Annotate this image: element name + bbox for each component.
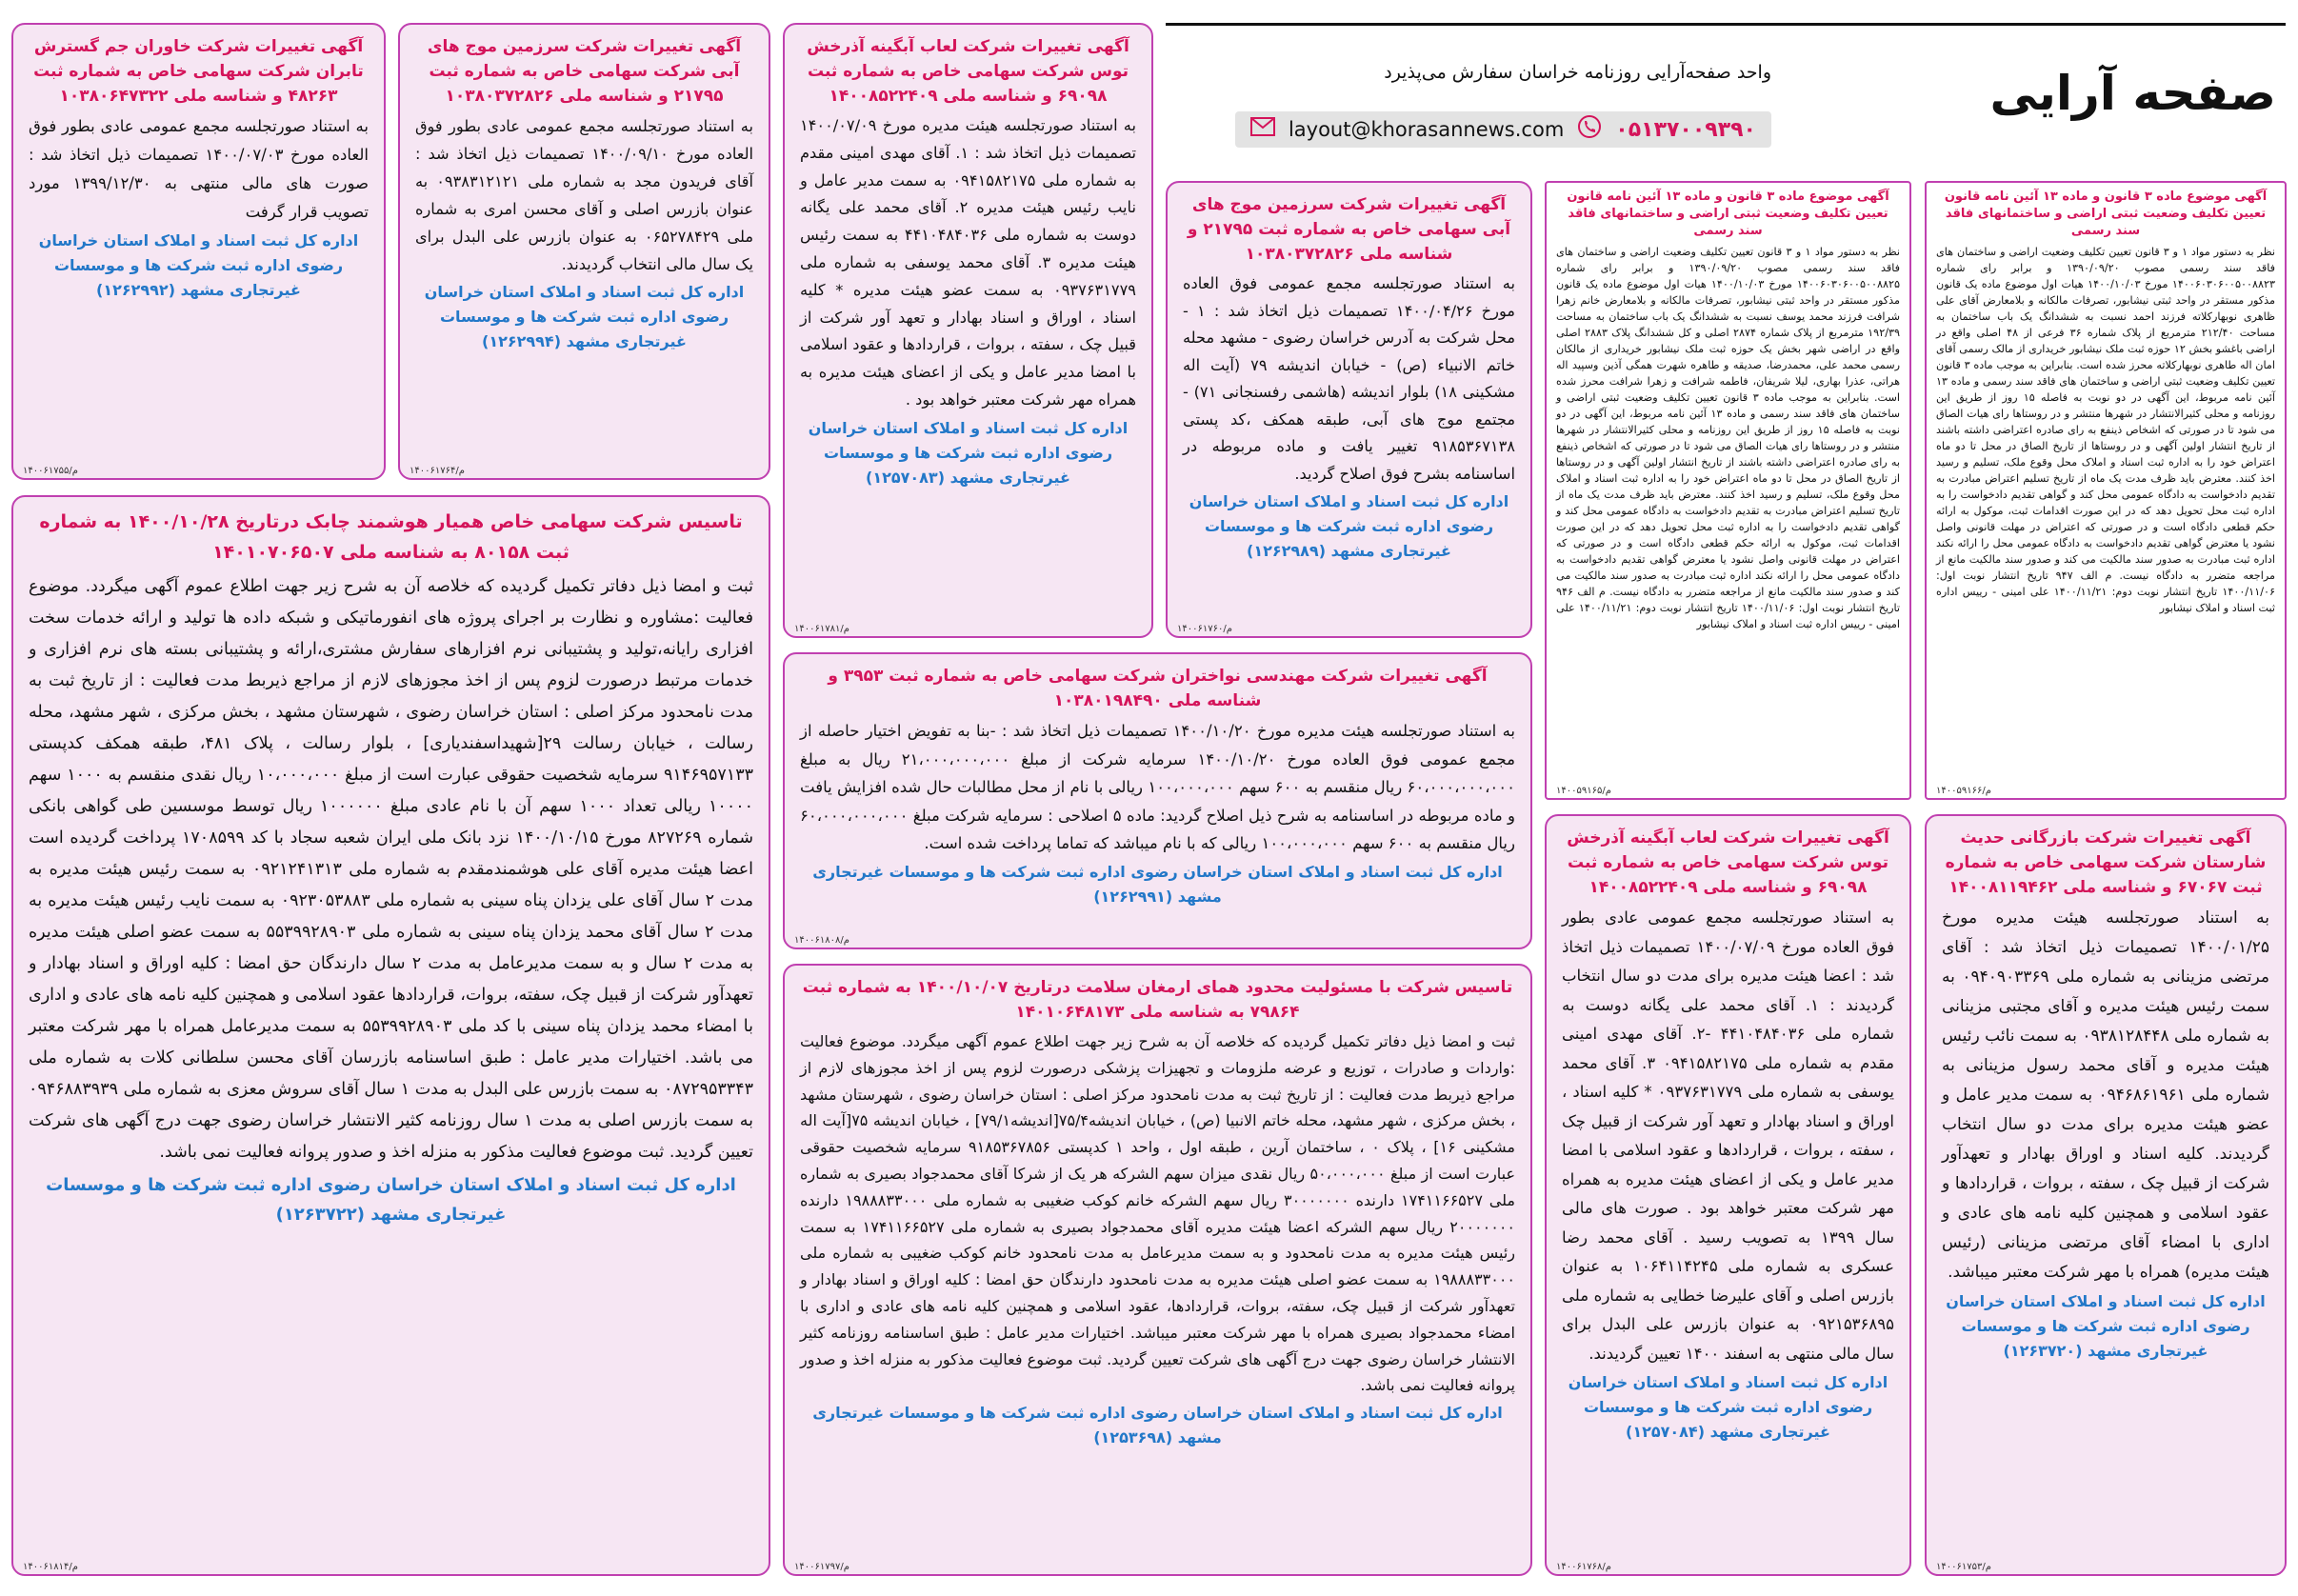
ad-khavaran-jam [11, 23, 386, 480]
ad-signature: اداره کل ثبت اسناد و املاک استان خراسان رضوی اداره ثبت شرکت ها و موسسات غیرتجاری مشهد (۱۲۶۲۹۸۹) [1189, 492, 1509, 560]
ad-body: ثبت و امضا ذیل دفاتر تکمیل گردیده که خلاصه آن به شرح زیر جهت اطلاع عموم آگهی میگردد. موضوع فعالیت :مشاوره و نظارت بر اجرای پروژه های انفورماتیکی و شبکه داده ها تولید و ارائه خدمات سخت افزاری رایانه،تولید و پشتیبانی نرم افزارهای سفارش مشتری،ارائه و پشتیبانی بسته های نرم افزاری و خدمات مرتبط درصورت لزوم پس از اخذ مجوزهای لازم از مراجع ذیربط مدت فعالیت : از تاریخ ثبت به مدت نامحدود مرکز اصلی : استان خراسان رضوی ، شهرستان مشهد ، بخش مرکزی ، شهر مشهد، محله رسالت ، خیابان رسالت ۲۹[شهیداسفندیاری] ، بلوار رسالت ، پلاک ۴۸۱، طبقه همکف کدپستی ۹۱۴۶۹۵۷۱۳۳ سرمایه شخصیت حقوقی عبارت است از مبلغ ۱۰،۰۰۰،۰۰۰ ریال نقدی منقسم به ۱۰۰۰ سهم ۱۰۰۰۰ ریالی تعداد ۱۰۰۰ سهم آن با نام عادی مبلغ ۱۰۰۰۰۰۰ ریال توسط موسسین طی گواهی بانکی شماره ۸۲۷۲۶۹ مورخ ۱۴۰۰/۱۰/۱۵ نزد بانک ملی ایران شعبه سجاد با کد ۱۷۰۸۵۹۹ پرداخت گردیده است اعضا هیئت مدیره آقای علی هوشمندمقدم به شماره ملی ۰۹۲۱۲۴۱۳۱۳ به سمت رئیس هیئت مدیره به مدت ۲ سال آقای علی یزدان پناه سینی به شماره ملی ۰۹۲۳۰۵۳۸۸۳ به سمت نایب رئیس هیئت مدیره به مدت ۲ سال آقای محمد یزدان پناه سینی به شماره ملی ۵۵۳۹۹۲۸۹۰۳ به سمت عضو اصلی هیئت مدیره به مدت ۲ سال و به سمت مدیرعامل به مدت ۲ سال دارندگان حق امضا : کلیه اوراق و اسناد بهادار و تعهدآور شرکت از قبیل چک، سفته، بروات، قراردادها عقود اسلامی و همچنین کلیه نامه های عادی و اداری با امضاء محمد یزدان پناه سینی با کد ملی ۵۵۳۹۹۲۸۹۰۳ به سمت مدیرعامل همراه با مهر شرکت معتبر می باشد. اختیارات مدیر عامل : طبق اساسنامه بازرسان آقای محسن سلطانی کلات به شماره ملی ۰۸۷۲۹۵۳۳۴۳ به سمت بازرس علی البدل به مدت ۱ سال آقای سروش معزی به شماره ملی ۰۹۴۶۸۸۳۹۳۹ به سمت بازرس اصلی به مدت ۱ سال روزنامه کثیر الانتشار خراسان رضوی جهت درج آگهی های شرکت تعیین گردید. ثبت موضوع فعالیت مذکور به منزله اخذ و صدور پروانه فعالیت نمی باشد. [29, 577, 754, 1162]
ad-land-title-2 [1925, 181, 2287, 800]
ad-title: آگهی تغییرات شرکت خاوران جم گسترش تابران شرکت سهامی خاص به شماره ثبت ۴۸۲۶۳ و شناسه ملی ۱۰۳۸۰۶۴۷۳۲۲ [33, 37, 364, 106]
ad-code: ۱۴۰۰۶۱۷۶۴/م [410, 466, 465, 476]
page-title: صفحه آرایی [1989, 66, 2276, 121]
ad-signature: اداره کل ثبت اسناد و املاک استان خراسان رضوی اداره ثبت شرکت ها و موسسات غیرتجاری مشهد (۱۲۵۳۶۹۸) [812, 1404, 1503, 1447]
ad-hamyar-hooshmand [11, 495, 770, 1576]
ad-code: ۱۴۰۰۶۱۸۰۸/م [794, 935, 849, 946]
ad-title: آگهی تغییرات شرکت بازرگانی حدیث شارستان شرکت سهامی خاص به شماره ثبت ۶۷۰۶۷ و شناسه ملی ۱۴۰۰۸۱۱۹۴۶۲ [1945, 828, 2267, 897]
ad-title: تاسیس شرکت با مسئولیت محدود همای ارمغان سلامت درتاریخ ۱۴۰۰/۱۰/۰۷ به شماره ثبت ۷۹۸۶۴ به شناسه ملی ۱۴۰۱۰۶۴۸۱۷۳ [802, 978, 1513, 1022]
contact-phone[interactable]: ۰۵۱۳۷۰۰۹۳۹۰ [1615, 117, 1756, 142]
ad-signature: اداره کل ثبت اسناد و املاک استان خراسان رضوی اداره ثبت شرکت ها و موسسات غیرتجاری مشهد (۱۲۶۲۹۹۱) [812, 862, 1503, 906]
contact-bar [1235, 111, 1771, 148]
ad-signature: اداره کل ثبت اسناد و املاک استان خراسان رضوی اداره ثبت شرکت ها و موسسات غیرتجاری مشهد (۱۲۶۲۹۹۲) [38, 231, 359, 299]
ad-body: نظر به دستور مواد ۱ و ۳ قانون تعیین تکلیف وضعیت اراضی و ساختمان های فاقد سند رسمی مصوب ۱۳۹۰/۰۹/۲۰ و برابر رای شماره ۱۴۰۰۶۰۳۰۶۰۰۵۰۰۸۸۲۳ مورخ ۱۴۰۰/۱۰/۰۳ هیات اول موضوع ماده یک قانون مذکور مستقر در واحد ثبتی نیشابور، تصرفات مالکانه و بلامعارض آقای علی ظاهری نوبهارکلاته فرزند احمد نسبت به ششدانگ یک باب ساختمان به مساحت ۲۱۲/۴۰ مترمربع از پلاک شماره ۳۶ فرعی از ۴۸ اصلی واقع در اراضی باغشو بخش ۱۲ حوزه ثبت ملک نیشابور خریداری از مالک رسمی آقای امان اله طاهری نوبهارکلاته محرز شده است. بنابراین به موجب ماده ۳ قانون تعیین تکلیف وضعیت ثبتی اراضی و ساختمان های فاقد سند رسمی و ماده ۱۳ آئین نامه مربوط، این آگهی در دو نوبت به فاصله ۱۵ روز از طریق این روزنامه و محلی کثیرالانتشار در شهرها منتشر و در روستاها رای هیات الصاق می شود تا در صورتی که اشخاص ذینفع به رای صادره اعتراضی داشته باشند از تاریخ انتشار اولین آگهی و در روستاها از تاریخ الصاق در محل تا دو ماه اعتراض خود را به اداره ثبت اسناد و املاک محل وقوع ملک، تسلیم و رسید اخذ کنند. معترض باید ظرف مدت یک ماه از تاریخ تسلیم اعتراض مبادرت به تقدیم دادخواست به دادگاه عمومی محل کند و گواهی تقدیم دادخواست را به اداره ثبت محل تحویل دهد که در این صورت اقدامات ثبت، موکول به ارائه حکم قطعی دادگاه است و در صورتی که اعتراض در مهلت قانونی واصل نشود یا معترض گواهی تقدیم دادخواست به دادگاه عمومی محل را ارائه نکند اداره ثبت مبادرت به صدور سند مالکیت می کند و صدور سند مالکیت مانع از مراجعه متضرر به دادگاه نیست. م الف ۹۴۷ تاریخ انتشار نوبت اول: ۱۴۰۰/۱۱/۰۶ تاریخ انتشار نوبت دوم: ۱۴۰۰/۱۱/۲۱ علی امینی - رییس اداره ثبت اسناد و املاک نیشابور [1936, 246, 2276, 614]
ad-title: آگهی تغییرات شرکت سرزمین موج های آبی سهامی خاص به شماره ثبت ۲۱۷۹۵ و شناسه ملی ۱۰۳۸۰۳۷۲۸۲۶ [1187, 195, 1511, 264]
ad-code: ۱۴۰۰۵۹۱۶۶/م [1936, 786, 1991, 796]
ad-labab-abgineh-1 [783, 23, 1153, 638]
ad-body: به استناد صورتجلسه مجمع عمومی فوق العاده مورخ ۱۴۰۰/۰۴/۲۶ تصمیمات ذیل اتخاذ شد : ۱ - محل شرکت به آدرس خراسان رضوی - مشهد محله خاتم الانبیاء (ص) - خیابان اندیشه ۷۹ (آیت اله مشکینی ۱۸) بلوار اندیشه (هاشمی رفسنجانی ۷۱) - مجتمع موج های آبی، طبقه همکف ،کد پستی ۹۱۸۵۳۶۷۱۳۸ تغییر یافت و ماده مربوطه در اساسنامه بشرح فوق اصلاح گردید. [1183, 274, 1515, 483]
ad-sarzamin-mowj-2 [1166, 181, 1532, 638]
ad-code: ۱۴۰۰۶۱۷۹۷/م [794, 1562, 849, 1572]
ad-title: تاسیس شرکت سهامی خاص همیار هوشمند چابک درتاریخ ۱۴۰۰/۱۰/۲۸ به شماره ثبت ۸۰۱۵۸ به شناسه ملی ۱۴۰۱۰۷۰۶۵۰۷ [39, 511, 743, 563]
ad-sarzamin-mowj-1 [398, 23, 770, 480]
ad-body: به استناد صورتجلسه مجمع عمومی عادی بطور فوق العاده مورخ ۱۴۰۰/۰۷/۰۹ تصمیمات ذیل اتخاذ شد : اعضا هیئت مدیره برای مدت دو سال انتخاب گردیدند : ۱. آقای محمد علی یگانه دوست به شماره ملی ۴۴۱۰۴۸۴۰۳۶ -۲. آقای مهدی امینی مقدم به شماره ملی ۰۹۴۱۵۸۲۱۷۵ ۳. آقای محمد یوسفی به شماره ملی ۰۹۳۷۶۳۱۷۷۹ * کلیه اسناد ، اوراق و اسناد بهادار و تعهد آور شرکت از قبیل چک ، سفته ، بروات ، قراردادها و عقود اسلامی با امضا مدیر عامل و یکی از اعضای هیئت مدیره به همراه مهر شرکت معتبر خواهد بود . صورت های مالی سال ۱۳۹۹ به تصویب رسید . آقای محمد رضا عسکری به شماره ملی ۱۰۶۴۱۱۴۲۴۵ به عنوان بازرس اصلی و آقای علیرضا خطایی به شماره ملی ۰۹۲۱۵۳۶۸۹۵ به عنوان بازرس علی البدل برای سال مالی منتهی به اسفند ۱۴۰۰ تعیین گردیدند. [1562, 908, 1895, 1363]
ad-body: به استناد صورتجلسه مجمع عمومی عادی بطور فوق العاده مورخ ۱۴۰۰/۰۷/۰۳ تصمیمات ذیل اتخاذ شد : صورت های مالی منتهی به ۱۳۹۹/۱۲/۳۰ مورد تصویب قرار گرفت [29, 117, 369, 221]
ad-hadith-sharestan [1925, 814, 2287, 1576]
ad-signature: اداره کل ثبت اسناد و املاک استان خراسان رضوی اداره ثبت شرکت ها و موسسات غیرتجاری مشهد (۱۲۶۲۹۹۴) [424, 283, 745, 350]
ad-title: آگهی تغییرات شرکت سرزمین موج های آبی شرکت سهامی خاص به شماره ثبت ۲۱۷۹۵ و شناسه ملی ۱۰۳۸۰۳۷۲۸۲۶ [427, 37, 742, 106]
ad-signature: اداره کل ثبت اسناد و املاک استان خراسان رضوی اداره ثبت شرکت ها و موسسات غیرتجاری مشهد (۱۲۶۳۷۲۰) [1946, 1292, 2266, 1360]
ad-code: ۱۴۰۰۶۱۸۱۴/م [23, 1562, 78, 1572]
header-subtitle: واحد صفحه‌آرایی روزنامه خراسان سفارش می‌پذیرد [1384, 62, 1771, 83]
ad-body: به استناد صورتجلسه هیئت مدیره مورخ ۱۴۰۰/۱۰/۲۰ تصمیمات ذیل اتخاذ شد : -بنا به تفویض اختیار حاصله از مجمع عمومی فوق العاده مورخ ۱۴۰۰/۱۰/۲۰ سرمایه شرکت از مبلغ ۲۱،۰۰۰،۰۰۰،۰۰۰ ریال به مبلغ ۶۰،۰۰۰،۰۰۰،۰۰۰ ریال منقسم به ۶۰۰ سهم ۱۰۰،۰۰۰،۰۰۰ ریالی با نام از محل مطالبات حال شده افزایش یافت و ماده مربوطه در اساسنامه به شرح ذیل اصلاح گردید: ماده ۵ اصلاحی : سرمایه شرکت مبلغ ۶۰،۰۰۰،۰۰۰،۰۰۰ ریال منقسم به ۶۰۰ سهم ۱۰۰،۰۰۰،۰۰۰ ریالی که با نام میباشد که تماما پرداخت شده است. [800, 722, 1516, 852]
contact-email[interactable]: layout@khorasannews.com [1288, 118, 1565, 141]
ad-signature: اداره کل ثبت اسناد و املاک استان خراسان رضوی اداره ثبت شرکت ها و موسسات غیرتجاری مشهد (۱۲۶۳۷۲۲) [46, 1175, 736, 1225]
page-header [1166, 23, 2286, 169]
ad-nawakhtaran [783, 652, 1532, 949]
ad-title: آگهی تغییرات شرکت مهندسی نواختران شرکت سهامی خاص به شماره ثبت ۳۹۵۳ و شناسه ملی ۱۰۳۸۰۱۹۸۴۹۰ [828, 667, 1488, 710]
ad-code: ۱۴۰۰۶۱۷۵۳/م [1936, 1562, 1991, 1572]
ad-land-title-1 [1545, 181, 1911, 800]
ad-body: به استناد صورتجلسه هیئت مدیره مورخ ۱۴۰۰/۰۷/۰۹ تصمیمات ذیل اتخاذ شد : ۱. آقای مهدی امینی مقدم به شماره ملی ۰۹۴۱۵۸۲۱۷۵ به سمت مدیر عامل و نایب رئیس هیئت مدیره ۲. آقای محمد علی یگانه دوست به شماره ملی ۴۴۱۰۴۸۴۰۳۶ به سمت رئیس هیئت مدیره ۳. آقای محمد یوسفی به شماره ملی ۰۹۳۷۶۳۱۷۷۹ به سمت عضو هیئت مدیره * کلیه اسناد ، اوراق و اسناد بهادار و تعهد آور شرکت از قبیل چک ، سفته ، بروات ، قراردادها و عقود اسلامی با امضا مدیر عامل و یکی از اعضای هیئت مدیره به همراه مهر شرکت معتبر خواهد بود . [800, 116, 1137, 409]
ad-labab-abgineh-2 [1545, 814, 1911, 1576]
ad-code: ۱۴۰۰۶۱۷۶۸/م [1556, 1562, 1611, 1572]
ad-title: آگهی موضوع ماده ۳ قانون و ماده ۱۳ آئین نامه قانون تعیین تکلیف وضعیت ثبتی اراضی و ساختمانهای فاقد سند رسمی [1567, 190, 1889, 238]
ad-signature: اداره کل ثبت اسناد و املاک استان خراسان رضوی اداره ثبت شرکت ها و موسسات غیرتجاری مشهد (۱۲۵۷۰۸۳) [808, 418, 1129, 487]
phone-icon [1577, 114, 1602, 145]
ad-body: نظر به دستور مواد ۱ و ۳ قانون تعیین تکلیف وضعیت اراضی و ساختمان های فاقد سند رسمی مصوب ۱۳۹۰/۰۹/۲۰ و برابر رای شماره ۱۴۰۰۶۰۳۰۶۰۰۵۰۰۸۸۲۵ مورخ ۱۴۰۰/۱۰/۰۳ هیات اول موضوع ماده یک قانون مذکور مستقر در واحد ثبتی نیشابور، تصرفات مالکانه و بلامعارض خانم زهرا شرافت فرزند محمد یوسف نسبت به ششدانگ یک باب ساختمان به مساحت ۱۹۲/۳۹ مترمربع از پلاک شماره ۲۸۷۴ اصلی و کل ششدانگ پلاک ۲۸۸۳ اصلی واقع در اراضی شهر بخش یک حوزه ثبت ملک نیشابور خریداری از مالکان رسمی محمد علی، محمدرضا، صدیقه و طاهره شهرت همگی آذین وسپید اله هراتی، عذرا بهاری، لیلا شریفان، فاطمه شرافت و زهرا شرافت محرز شده است. بنابراین به موجب ماده ۳ قانون تعیین تکلیف وضعیت ثبتی اراضی و ساختمان های فاقد سند رسمی و ماده ۱۳ آئین نامه مربوط، این آگهی در دو نوبت به فاصله ۱۵ روز از طریق این روزنامه و محلی کثیرالانتشار در شهرها منتشر و در روستاها رای هیات الصاق می شود تا در صورتی که اشخاص ذینفع به رای صادره اعتراضی داشته باشند از تاریخ انتشار اولین آگهی و در روستاها از تاریخ الصاق در محل تا دو ماه اعتراض خود را به اداره ثبت اسناد و املاک محل وقوع ملک، تسلیم و رسید اخذ کنند. معترض باید ظرف مدت یک ماه از تاریخ تسلیم اعتراض مبادرت به تقدیم دادخواست به دادگاه عمومی محل کند و گواهی تقدیم دادخواست را به اداره ثبت محل تحویل دهد که در این صورت اقدامات ثبت، موکول به ارائه حکم قطعی دادگاه است و در صورتی که اعتراض در مهلت قانونی واصل نشود یا معترض گواهی تقدیم دادخواست به دادگاه عمومی محل را ارائه نکند اداره ثبت مبادرت به صدور سند مالکیت می کند و صدور سند مالکیت مانع از مراجعه متضرر به دادگاه نیست. م الف ۹۴۶ تاریخ انتشار نوبت اول: ۱۴۰۰/۱۱/۰۶ تاریخ انتشار نوبت دوم: ۱۴۰۰/۱۱/۲۱ علی امینی - رییس اداره ثبت اسناد و املاک نیشابور [1556, 246, 1901, 630]
ad-homa-armaghan [783, 964, 1532, 1576]
ad-code: ۱۴۰۰۶۱۷۶۰/م [1177, 624, 1232, 634]
ad-body: به استناد صورتجلسه هیئت مدیره مورخ ۱۴۰۰/۰۱/۲۵ تصمیمات ذیل اتخاذ شد : آقای مرتضی مزینانی به شماره ملی ۰۹۴۰۹۰۳۳۶۹ به سمت رئیس هیئت مدیره و آقای مجتبی مزینانی به شماره ملی ۰۹۳۸۱۲۸۴۴۸ به سمت نائب رئیس هیئت مدیره و آقای محمد رسول مزینانی به شماره ملی ۰۹۴۶۸۶۱۹۶۱ به سمت مدیر عامل و عضو هیئت مدیره برای مدت دو سال انتخاب گردیدند. کلیه اسناد و اوراق بهادار و تعهدآور شرکت از قبیل چک ، سفته ، بروات ، قراردادها و عقود اسلامی و همچنین کلیه نامه های عادی و اداری با امضاء آقای مرتضی مزینانی (رئیس هیئت مدیره) همراه با مهر شرکت معتبر میباشد. [1942, 908, 2269, 1282]
ad-code: ۱۴۰۰۶۱۷۵۵/م [23, 466, 78, 476]
ad-code: ۱۴۰۰۶۱۷۸۱/م [794, 624, 849, 634]
ad-title: آگهی تغییرات شرکت لعاب آبگینه آذرخش توس شرکت سهامی خاص به شماره ثبت ۶۹۰۹۸ و شناسه ملی ۱۴۰۰۸۵۲۲۴۰۹ [1567, 828, 1889, 897]
ad-title: آگهی موضوع ماده ۳ قانون و ماده ۱۳ آئین نامه قانون تعیین تکلیف وضعیت ثبتی اراضی و ساختمانهای فاقد سند رسمی [1944, 190, 2268, 238]
envelope-icon [1250, 117, 1275, 142]
ad-body: ثبت و امضا ذیل دفاتر تکمیل گردیده که خلاصه آن به شرح زیر جهت اطلاع عموم آگهی میگردد. موضوع فعالیت :واردات و صادرات ، توزیع و عرضه ملزومات و تجهیزات پزشکی درصورت لزوم پس از اخذ مجوزهای لازم از مراجع ذیربط مدت فعالیت : از تاریخ ثبت به مدت نامحدود مرکز اصلی : استان خراسان رضوی ، شهرستان مشهد ، بخش مرکزی ، شهر مشهد، محله خاتم الانبیا (ص) ، خیابان اندیشه۷۵/۴[اندیشه۷۹/۱] ، خیابان اندیشه ۷۵[آیت اله مشکینی ۱۶] ، پلاک ۰ ، ساختمان آرین ، طبقه اول ، واحد ۱ کدپستی ۹۱۸۵۳۶۷۸۵۶ سرمایه شخصیت حقوقی عبارت است از مبلغ ۵۰،۰۰۰،۰۰۰ ریال نقدی میزان سهم الشرکه هر یک از شرکا آقای محمدجواد بصیری به شماره ملی ۱۷۴۱۱۶۶۵۲۷ دارنده ۳۰۰۰۰۰۰۰ ریال سهم الشرکه خانم کوکب ضغیبی به شماره ملی ۱۹۸۸۸۳۳۰۰۰ دارنده ۲۰۰۰۰۰۰۰ ریال سهم الشرکه اعضا هیئت مدیره آقای محمدجواد بصیری به شماره ملی ۱۷۴۱۱۶۶۵۲۷ به سمت رئیس هیئت مدیره به مدت نامحدود و به سمت مدیرعامل به مدت نامحدود خانم کوکب ضغیبی به شماره ملی ۱۹۸۸۸۳۳۰۰۰ به سمت عضو اصلی هیئت مدیره به مدت نامحدود دارندگان حق امضا : کلیه اوراق و اسناد بهادار و تعهدآور شرکت از قبیل چک، سفته، بروات، قراردادها، عقود اسلامی و همچنین کلیه نامه های عادی و اداری با امضاء محمدجواد بصیری همراه با مهر شرکت معتبر میباشد. اختیارات مدیر عامل : طبق اساسنامه روزنامه کثیر الانتشار خراسان رضوی جهت درج آگهی های شرکت تعیین گردید. ثبت موضوع فعالیت مذکور به منزله اخذ و صدور پروانه فعالیت نمی باشد. [800, 1032, 1516, 1395]
ad-body: به استناد صورتجلسه مجمع عمومی عادی بطور فوق العاده مورخ ۱۴۰۰/۰۹/۱۰ تصمیمات ذیل اتخاذ شد : آقای فریدون مجد به شماره ملی ۰۹۳۸۳۱۲۱۲۱ به عنوان بازرس اصلی و آقای محسن امری به شماره ملی ۰۶۵۲۷۸۴۲۹ به عنوان بازرس علی البدل برای یک سال مالی انتخاب گردیدند. [415, 117, 753, 273]
ad-code: ۱۴۰۰۵۹۱۶۵/م [1556, 786, 1611, 796]
ad-title: آگهی تغییرات شرکت لعاب آبگینه آذرخش توس شرکت سهامی خاص به شماره ثبت ۶۹۰۹۸ و شناسه ملی ۱۴۰۰۸۵۲۲۴۰۹ [807, 37, 1129, 106]
ad-signature: اداره کل ثبت اسناد و املاک استان خراسان رضوی اداره ثبت شرکت ها و موسسات غیرتجاری مشهد (۱۲۵۷۰۸۴) [1568, 1373, 1888, 1441]
